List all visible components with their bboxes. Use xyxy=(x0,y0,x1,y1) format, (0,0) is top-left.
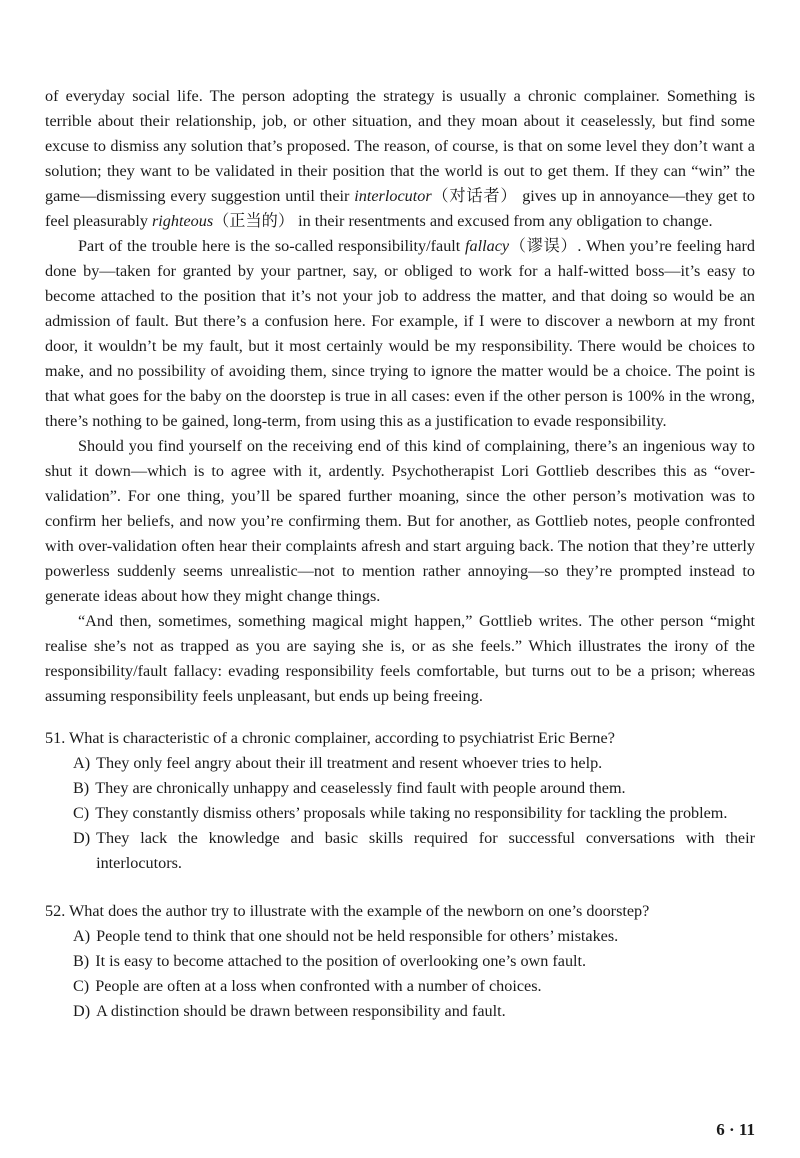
question-stem: 51. What is characteristic of a chronic complainer, according to psychiatrist Eric Berne? xyxy=(45,729,615,747)
paragraph-1-text-c: in their resentments and excused from any obligation to change. xyxy=(294,212,713,230)
paragraph-1 xyxy=(45,84,755,234)
option-text: They only feel angry about their ill treatment and resent whoever tries to help. xyxy=(96,754,603,772)
option-c[interactable] xyxy=(73,801,755,826)
page-number: 6 · 11 xyxy=(716,1120,755,1139)
question-51 xyxy=(45,726,755,876)
passage-page xyxy=(45,84,755,1024)
paragraph-2 xyxy=(45,234,755,434)
option-d[interactable] xyxy=(73,826,755,876)
option-letter: A) xyxy=(73,927,91,945)
option-letter: C) xyxy=(73,804,90,822)
paragraph-4: “And then, sometimes, something magical might happen,” Gottlieb writes. The other person “might realise she’s not as trapped as you are saying she is, or as she feels.” Which illustrates the irony of the responsibility/fault fallacy: evading responsibility feels comfortable, but turns out to be a prison; whereas assuming responsibility feels unpleasant, but ends up being freeing. xyxy=(45,612,755,705)
option-a[interactable] xyxy=(73,924,755,949)
option-text: They lack the knowledge and basic skills required for successful conversations with their interlocutors. xyxy=(96,829,755,872)
question-52 xyxy=(45,899,755,1024)
option-letter: A) xyxy=(73,754,91,772)
option-letter: B) xyxy=(73,779,90,797)
option-text: It is easy to become attached to the position of overlooking one’s own fault. xyxy=(95,952,587,970)
option-b[interactable] xyxy=(73,776,755,801)
vocab-term-righteous: righteous xyxy=(151,212,214,230)
option-letter: D) xyxy=(73,829,91,847)
option-letter: C) xyxy=(73,977,90,995)
option-text: A distinction should be drawn between responsibility and fault. xyxy=(96,1002,506,1020)
paragraph-1-text-a: of everyday social life. The person adopting the strategy is usually a chronic complainer. Something is terrible about their relationship, job, or other situation, and they moan about it ceaselessly, but find some excuse to dismiss any solution that’s proposed. The reason, of course, is that on some level they don’t want a solution; they want to be validated in their position that the world is out to get them. If they can “win” the game—dismissing every suggestion until their xyxy=(45,87,755,205)
answer-options xyxy=(45,924,755,1024)
question-stem: 52. What does the author try to illustrate with the example of the newborn on one’s doorstep? xyxy=(45,902,650,920)
vocab-term-fallacy: fallacy xyxy=(465,237,510,255)
answer-options xyxy=(45,751,755,876)
option-letter: D) xyxy=(73,1002,91,1020)
option-a[interactable] xyxy=(73,751,755,776)
option-d[interactable] xyxy=(73,999,755,1024)
vocab-gloss-fallacy: （谬误） xyxy=(509,237,578,255)
paragraph-2-text-b: . When you’re feeling hard done by—taken for granted by your partner, say, or obliged to work for a half-witted boss—it’s easy to become attached to the position that it’s not your job to address the matter, and that doing so would be an admission of fault. But there’s a confusion here. For example, if I were to discover a newborn at my front door, it wouldn’t be my fault, but it most certainly would be my responsibility. There would be choices to make, and no possibility of avoiding them, since trying to ignore the matter would be a choice. The point is that what goes for the baby on the doorstep is true in all cases: even if the other person is 100% in the wrong, there’s nothing to be gained, long-term, from using this as a justification to evade responsibility. xyxy=(45,237,755,430)
option-c[interactable] xyxy=(73,974,755,999)
vocab-gloss-righteous: （正当的） xyxy=(213,212,295,230)
paragraph-1-text-b: gives up in annoyance—they get to feel pleasurably xyxy=(45,187,756,230)
option-letter: B) xyxy=(73,952,90,970)
paragraph-3: Should you find yourself on the receiving end of this kind of complaining, there’s an ingenious way to shut it down—which is to agree with it, ardently. Psychotherapist Lori Gottlieb describes this as “over-validation”. For one thing, you’ll be spared further moaning, since the other person’s motivation was to confirm her beliefs, and now you’re confirming them. But for another, as Gottlieb notes, people confronted with over-validation often hear their complaints afresh and start arguing back. The notion that they’re utterly powerless suddenly seems unrealistic—not to mention rather annoying—so they’re prompted instead to generate ideas about how they might change things. xyxy=(45,437,755,605)
option-text: People are often at a loss when confronted with a number of choices. xyxy=(95,977,542,995)
option-text: They are chronically unhappy and ceaselessly find fault with people around them. xyxy=(95,779,626,797)
vocab-term-interlocutor: interlocutor xyxy=(354,187,432,205)
paragraph-2-text-a: Part of the trouble here is the so-called responsibility/fault xyxy=(78,237,466,255)
option-text: They constantly dismiss others’ proposals while taking no responsibility for tackling the problem. xyxy=(95,804,728,822)
option-b[interactable] xyxy=(73,949,755,974)
vocab-gloss-interlocutor: （对话者） xyxy=(431,187,518,205)
option-text: People tend to think that one should not be held responsible for others’ mistakes. xyxy=(96,927,619,945)
